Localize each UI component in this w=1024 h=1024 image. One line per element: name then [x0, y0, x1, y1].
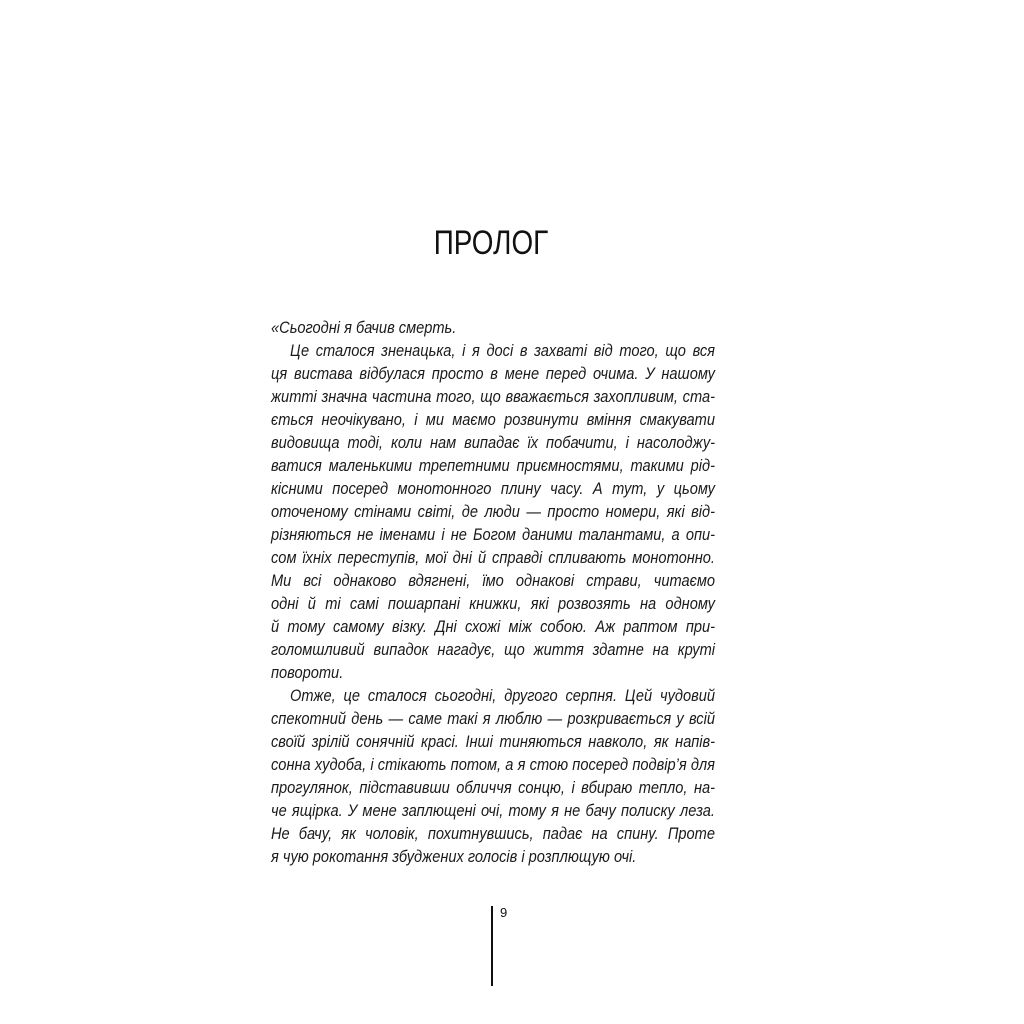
text-line-content: різняються не іменами і не Богом даними талантами, а опи- [271, 525, 716, 544]
text-line [271, 753, 715, 776]
text-line [271, 385, 715, 408]
text-line [271, 845, 715, 868]
text-line-content: че ящірка. У мене заплющені очі, тому я не бачу полиску леза. [271, 801, 716, 820]
text-line-content: Не бачу, як чоловік, похитнувшись, падає на спину. Проте [271, 824, 716, 843]
text-line-content: я чую рокотання збуджених голосів і розплющую очі. [271, 847, 637, 866]
text-line-content: ця вистава відбулася просто в мене перед очима. У нашому [271, 364, 716, 383]
text-line-content: Це сталося зненацька, і я досі в захваті від того, що вся [290, 341, 716, 360]
text-line [271, 661, 715, 684]
text-line-content: оточеному стінами світі, де люди — просто номери, які від- [271, 502, 716, 521]
text-line [271, 339, 715, 362]
text-line-content: сом їхніх переступів, мої дні й справді спливають монотонно. [271, 548, 716, 567]
text-line [271, 592, 715, 615]
text-line-content: прогулянок, підставивши обличчя сонцю, і вбираю тепло, на- [271, 778, 716, 797]
text-line [271, 776, 715, 799]
text-line-content: ється неочікувано, і ми маємо розвинути вміння смакувати [271, 410, 716, 429]
prologue-body-text [271, 316, 715, 868]
text-line-content: своїй зрілій сонячній красі. Інші тиняються навколо, як напів- [271, 732, 716, 751]
text-line [271, 500, 715, 523]
text-line-content: повороти. [271, 663, 344, 682]
text-line [271, 546, 715, 569]
text-line [271, 431, 715, 454]
text-line [271, 408, 715, 431]
text-line-content: Отже, це сталося сьогодні, другого серпня. Цей чудовий [290, 686, 716, 705]
text-line [271, 569, 715, 592]
text-line [271, 799, 715, 822]
text-line-content: й тому самому візку. Дні схожі між собою. Аж раптом при- [271, 617, 716, 636]
text-line [271, 822, 715, 845]
page-number-rule [491, 906, 493, 986]
text-line-content: кісними посеред монотонного плину часу. А тут, у цьому [271, 479, 716, 498]
text-line [271, 730, 715, 753]
chapter-title: ПРОЛОГ [433, 224, 549, 262]
text-line-content: одні й ті самі пошарпані книжки, які розвозять на одному [271, 594, 716, 613]
text-line-content: ватися маленькими трепетними приємностями, такими рід- [271, 456, 716, 475]
text-line [271, 477, 715, 500]
text-line [271, 684, 715, 707]
text-line [271, 523, 715, 546]
text-line [271, 362, 715, 385]
page-number: 9 [500, 905, 508, 920]
text-line [271, 454, 715, 477]
text-line-content: сонна худоба, і стікають потом, а я стою посеред подвір’я для [271, 755, 716, 774]
text-line [271, 707, 715, 730]
text-line-content: Ми всі однаково вдягнені, їмо однакові страви, читаємо [271, 571, 716, 590]
text-line-content: спекотний день — саме такі я люблю — розкривається у всій [271, 709, 716, 728]
text-line [271, 316, 715, 339]
text-line-content: «Сьогодні я бачив смерть. [271, 318, 457, 337]
text-line-content: видовища тоді, коли нам випадає їх побачити, і насолоджу- [271, 433, 716, 452]
text-line [271, 615, 715, 638]
text-line-content: житті значна частина того, що вважається захопливим, ста- [271, 387, 715, 406]
text-line [271, 638, 715, 661]
text-line-content: голомшливий випадок нагадує, що життя здатне на круті [271, 640, 716, 659]
